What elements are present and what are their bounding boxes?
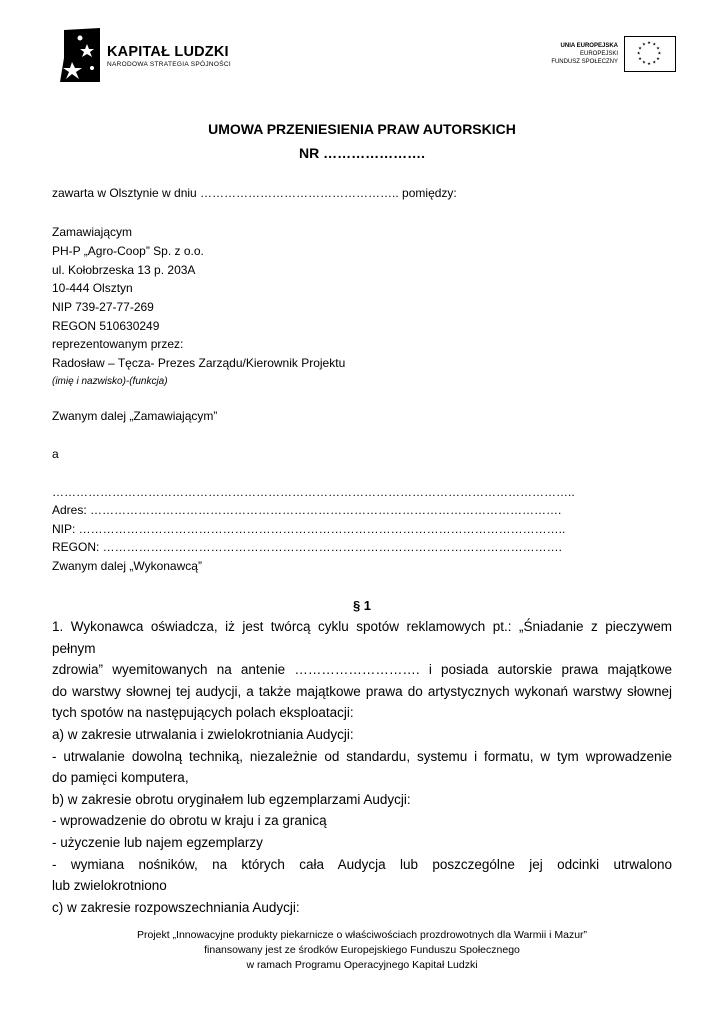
section-1-heading: § 1 <box>352 598 372 613</box>
section-1-line: - wymiana nośników, na których cała Audycja lub poszczególne jej odcinki utrwalono <box>52 856 672 872</box>
zamawiajacy-person: Radosław – Tęcza- Prezes Zarządu/Kierownik Projektu <box>52 356 346 370</box>
zamawiajacy-represented: reprezentowanym przez: <box>52 337 184 351</box>
kapital-ludzki-logo <box>60 28 230 82</box>
section-1-line: do pamięci komputera, <box>52 770 189 786</box>
section-1-line: - utrwalanie dowolną techniką, niezależnie od standardu, systemu i formatu, w tym wprowadzenie <box>52 748 672 764</box>
section-1-line: 1. Wykonawca oświadcza, iż jest twórcą cyklu spotów reklamowych pt.: „Śniadanie z pieczywem pełnym <box>52 619 672 656</box>
section-1-line: zdrowia” wyemitowanych na antenie ………………………. i posiada autorskie prawa majątkowe <box>52 662 672 678</box>
section-1-line: - wprowadzenie do obrotu w kraju i za granicą <box>52 813 327 829</box>
wykonawca-name-line: ………………………………………………………………………………………………………………….. <box>52 485 575 499</box>
eu-star-icon: ★ <box>638 45 642 51</box>
wykonawca-nip: NIP: ………………………………………………………………………………………………………….. <box>52 522 566 536</box>
zamawiajacy-regon: REGON 510630249 <box>52 319 160 333</box>
eu-star-icon: ★ <box>641 59 646 65</box>
kapital-ludzki-title: KAPITAŁ LUDZKI <box>107 44 229 60</box>
footer-line-1: Projekt „Innowacyjne produkty piekarnicze o właściwościach prozdrowotnych dla Warmii i Mazur” <box>136 929 588 941</box>
zamawiajacy-name: PH-P „Agro-Coop” Sp. z o.o. <box>52 244 204 258</box>
eu-line-1: UNIA EUROPEJSKA <box>560 43 618 49</box>
section-1-body <box>52 616 672 918</box>
intro-line: zawarta w Olsztynie w dniu ………………………………………….. pomiędzy: <box>52 186 457 200</box>
eu-star-icon: ★ <box>638 55 642 61</box>
wykonawca-regon: REGON: ……………………………………………………………………………………………………. <box>52 540 563 554</box>
eu-star-icon: ★ <box>652 41 657 47</box>
eu-star-icon: ★ <box>656 55 660 61</box>
document-number: NR …………………. <box>299 145 425 161</box>
eu-logo <box>540 36 676 74</box>
zamawiajacy-label: Zamawiającym <box>52 225 133 239</box>
eu-line-2: EUROPEJSKI <box>579 51 618 57</box>
eu-star-icon: ★ <box>657 50 662 56</box>
wykonawca-called: Zwanym dalej „Wykonawcą” <box>52 559 202 573</box>
eu-star-icon: ★ <box>656 45 660 51</box>
section-1-line: c) w zakresie rozpowszechniania Audycji: <box>52 899 300 915</box>
footer-line-2: finansowany jest ze środków Europejskiego Funduszu Społecznego <box>204 944 520 956</box>
kapital-ludzki-emblem-icon <box>60 28 104 82</box>
section-1-line: lub zwielokrotniono <box>52 878 167 894</box>
eu-star-icon: ★ <box>641 41 646 47</box>
conjunction: a <box>52 447 59 461</box>
zamawiajacy-city: 10-444 Olsztyn <box>52 281 133 295</box>
footer-line-3: w ramach Programu Operacyjnego Kapitał Ludzki <box>246 959 478 971</box>
eu-flag-icon <box>624 36 676 72</box>
zamawiajacy-hint: (imię i nazwisko)-(funkcja) <box>52 376 168 387</box>
section-1-line: tych spotów na następujących polach eksploatacji: <box>52 705 354 721</box>
kapital-ludzki-subtitle: NARODOWA STRATEGIA SPÓJNOŚCI <box>107 61 231 68</box>
eu-logo-text <box>551 42 618 66</box>
section-1-line: - użyczenie lub najem egzemplarzy <box>52 834 263 850</box>
section-1-line: a) w zakresie utrwalania i zwielokrotniania Audycji: <box>52 726 354 742</box>
zamawiajacy-called: Zwanym dalej „Zamawiającym” <box>52 409 218 423</box>
eu-star-icon: ★ <box>647 40 651 46</box>
page-header <box>0 0 724 100</box>
wykonawca-address: Adres: ………………………………………………………………………………………………………. <box>52 503 562 517</box>
eu-star-icon: ★ <box>652 59 657 65</box>
section-1-line: do warstwy słownej tej audycji, a także majątkowe prawa do artystycznych wykonań warstwy słownej <box>52 683 672 699</box>
eu-star-icon: ★ <box>636 50 641 56</box>
eu-star-icon: ★ <box>647 60 651 66</box>
section-1-line: b) w zakresie obrotu oryginałem lub egzemplarzami Audycji: <box>52 791 411 807</box>
zamawiajacy-nip: NIP 739-27-77-269 <box>52 300 154 314</box>
zamawiajacy-street: ul. Kołobrzeska 13 p. 203A <box>52 263 196 277</box>
eu-line-3: FUNDUSZ SPOŁECZNY <box>551 59 618 65</box>
document-title: UMOWA PRZENIESIENIA PRAW AUTORSKICH <box>208 121 516 137</box>
page-footer <box>0 928 724 973</box>
